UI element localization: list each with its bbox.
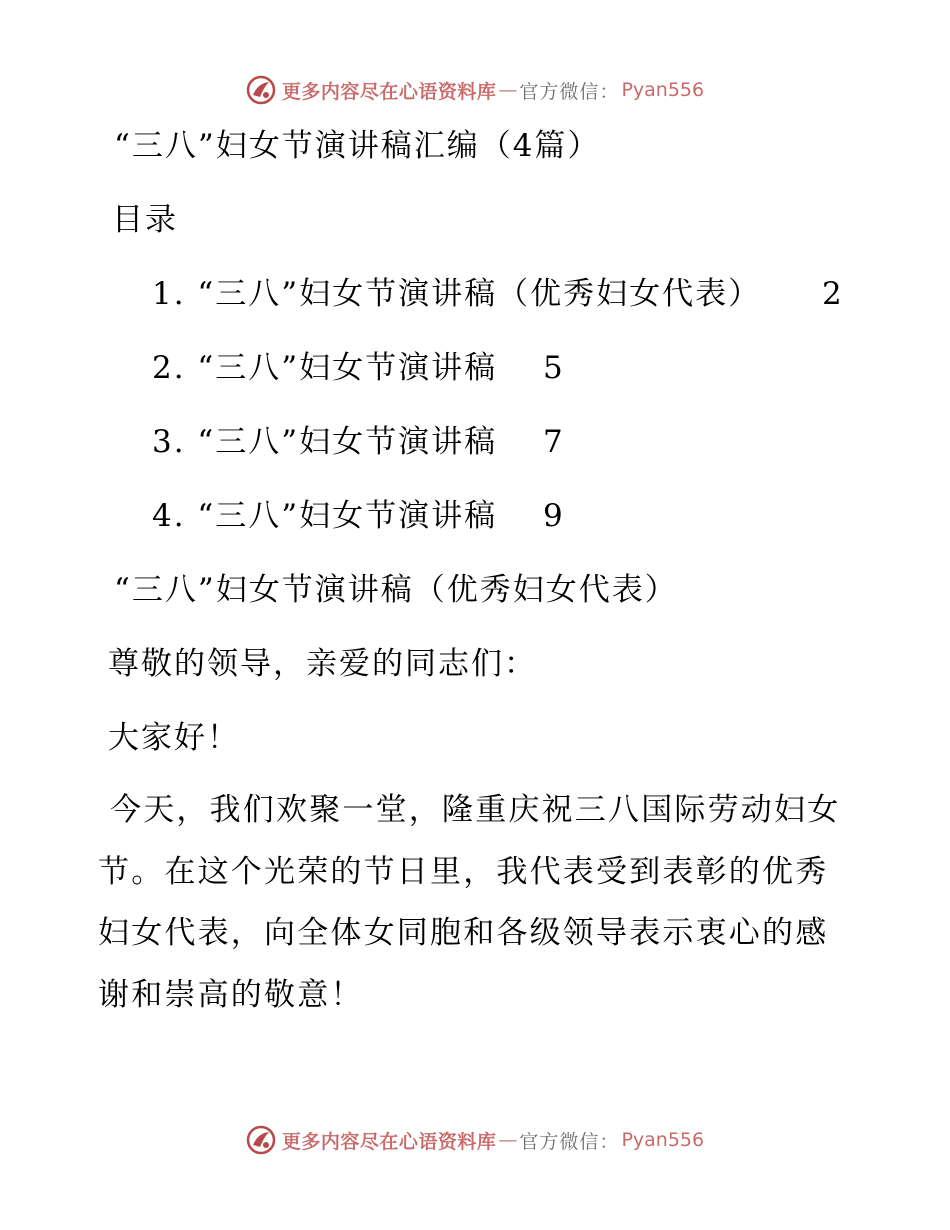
banner-separator: —	[498, 79, 518, 101]
toc-item-3: 3. “三八”妇女节演讲稿	[152, 424, 498, 460]
toc-item-1-page: 2	[822, 276, 842, 312]
official-label: 官方微信：	[519, 80, 620, 103]
brand-logo-icon	[246, 1125, 276, 1155]
toc-item-4: 4. “三八”妇女节演讲稿	[152, 498, 498, 534]
greeting: 大家好！	[108, 720, 240, 756]
toc-item-2: 2. “三八”妇女节演讲稿	[152, 350, 498, 386]
wechat-id: Pyan556	[621, 79, 705, 101]
toc-item-4-page: 9	[543, 498, 563, 534]
banner-separator: —	[498, 1129, 518, 1151]
brand-text: 更多内容尽在心语资料库	[281, 1130, 497, 1153]
brand-text: 更多内容尽在心语资料库	[281, 80, 497, 103]
section-title: “三八”妇女节演讲稿（优秀妇女代表）	[114, 572, 678, 608]
salutation: 尊敬的领导，亲爱的同志们：	[108, 646, 537, 682]
official-label: 官方微信：	[519, 1130, 620, 1153]
document-title: “三八”妇女节演讲稿汇编（4篇）	[114, 128, 601, 164]
footer-banner	[0, 1120, 950, 1160]
header-banner	[0, 70, 950, 110]
body-paragraph: 今天，我们欢聚一堂，隆重庆祝三八国际劳动妇女节。在这个光荣的节日里，我代表受到表彰的优秀妇女代表，向全体女同胞和各级领导表示衷心的感谢和崇高的敬意！	[98, 792, 841, 1013]
toc-item-2-page: 5	[543, 350, 563, 386]
toc-item-1: 1. “三八”妇女节演讲稿（优秀妇女代表）	[152, 276, 762, 312]
brand-logo-icon	[246, 75, 276, 105]
toc-item-3-page: 7	[543, 424, 563, 460]
wechat-id: Pyan556	[621, 1129, 705, 1151]
toc-heading: 目录	[112, 202, 178, 238]
